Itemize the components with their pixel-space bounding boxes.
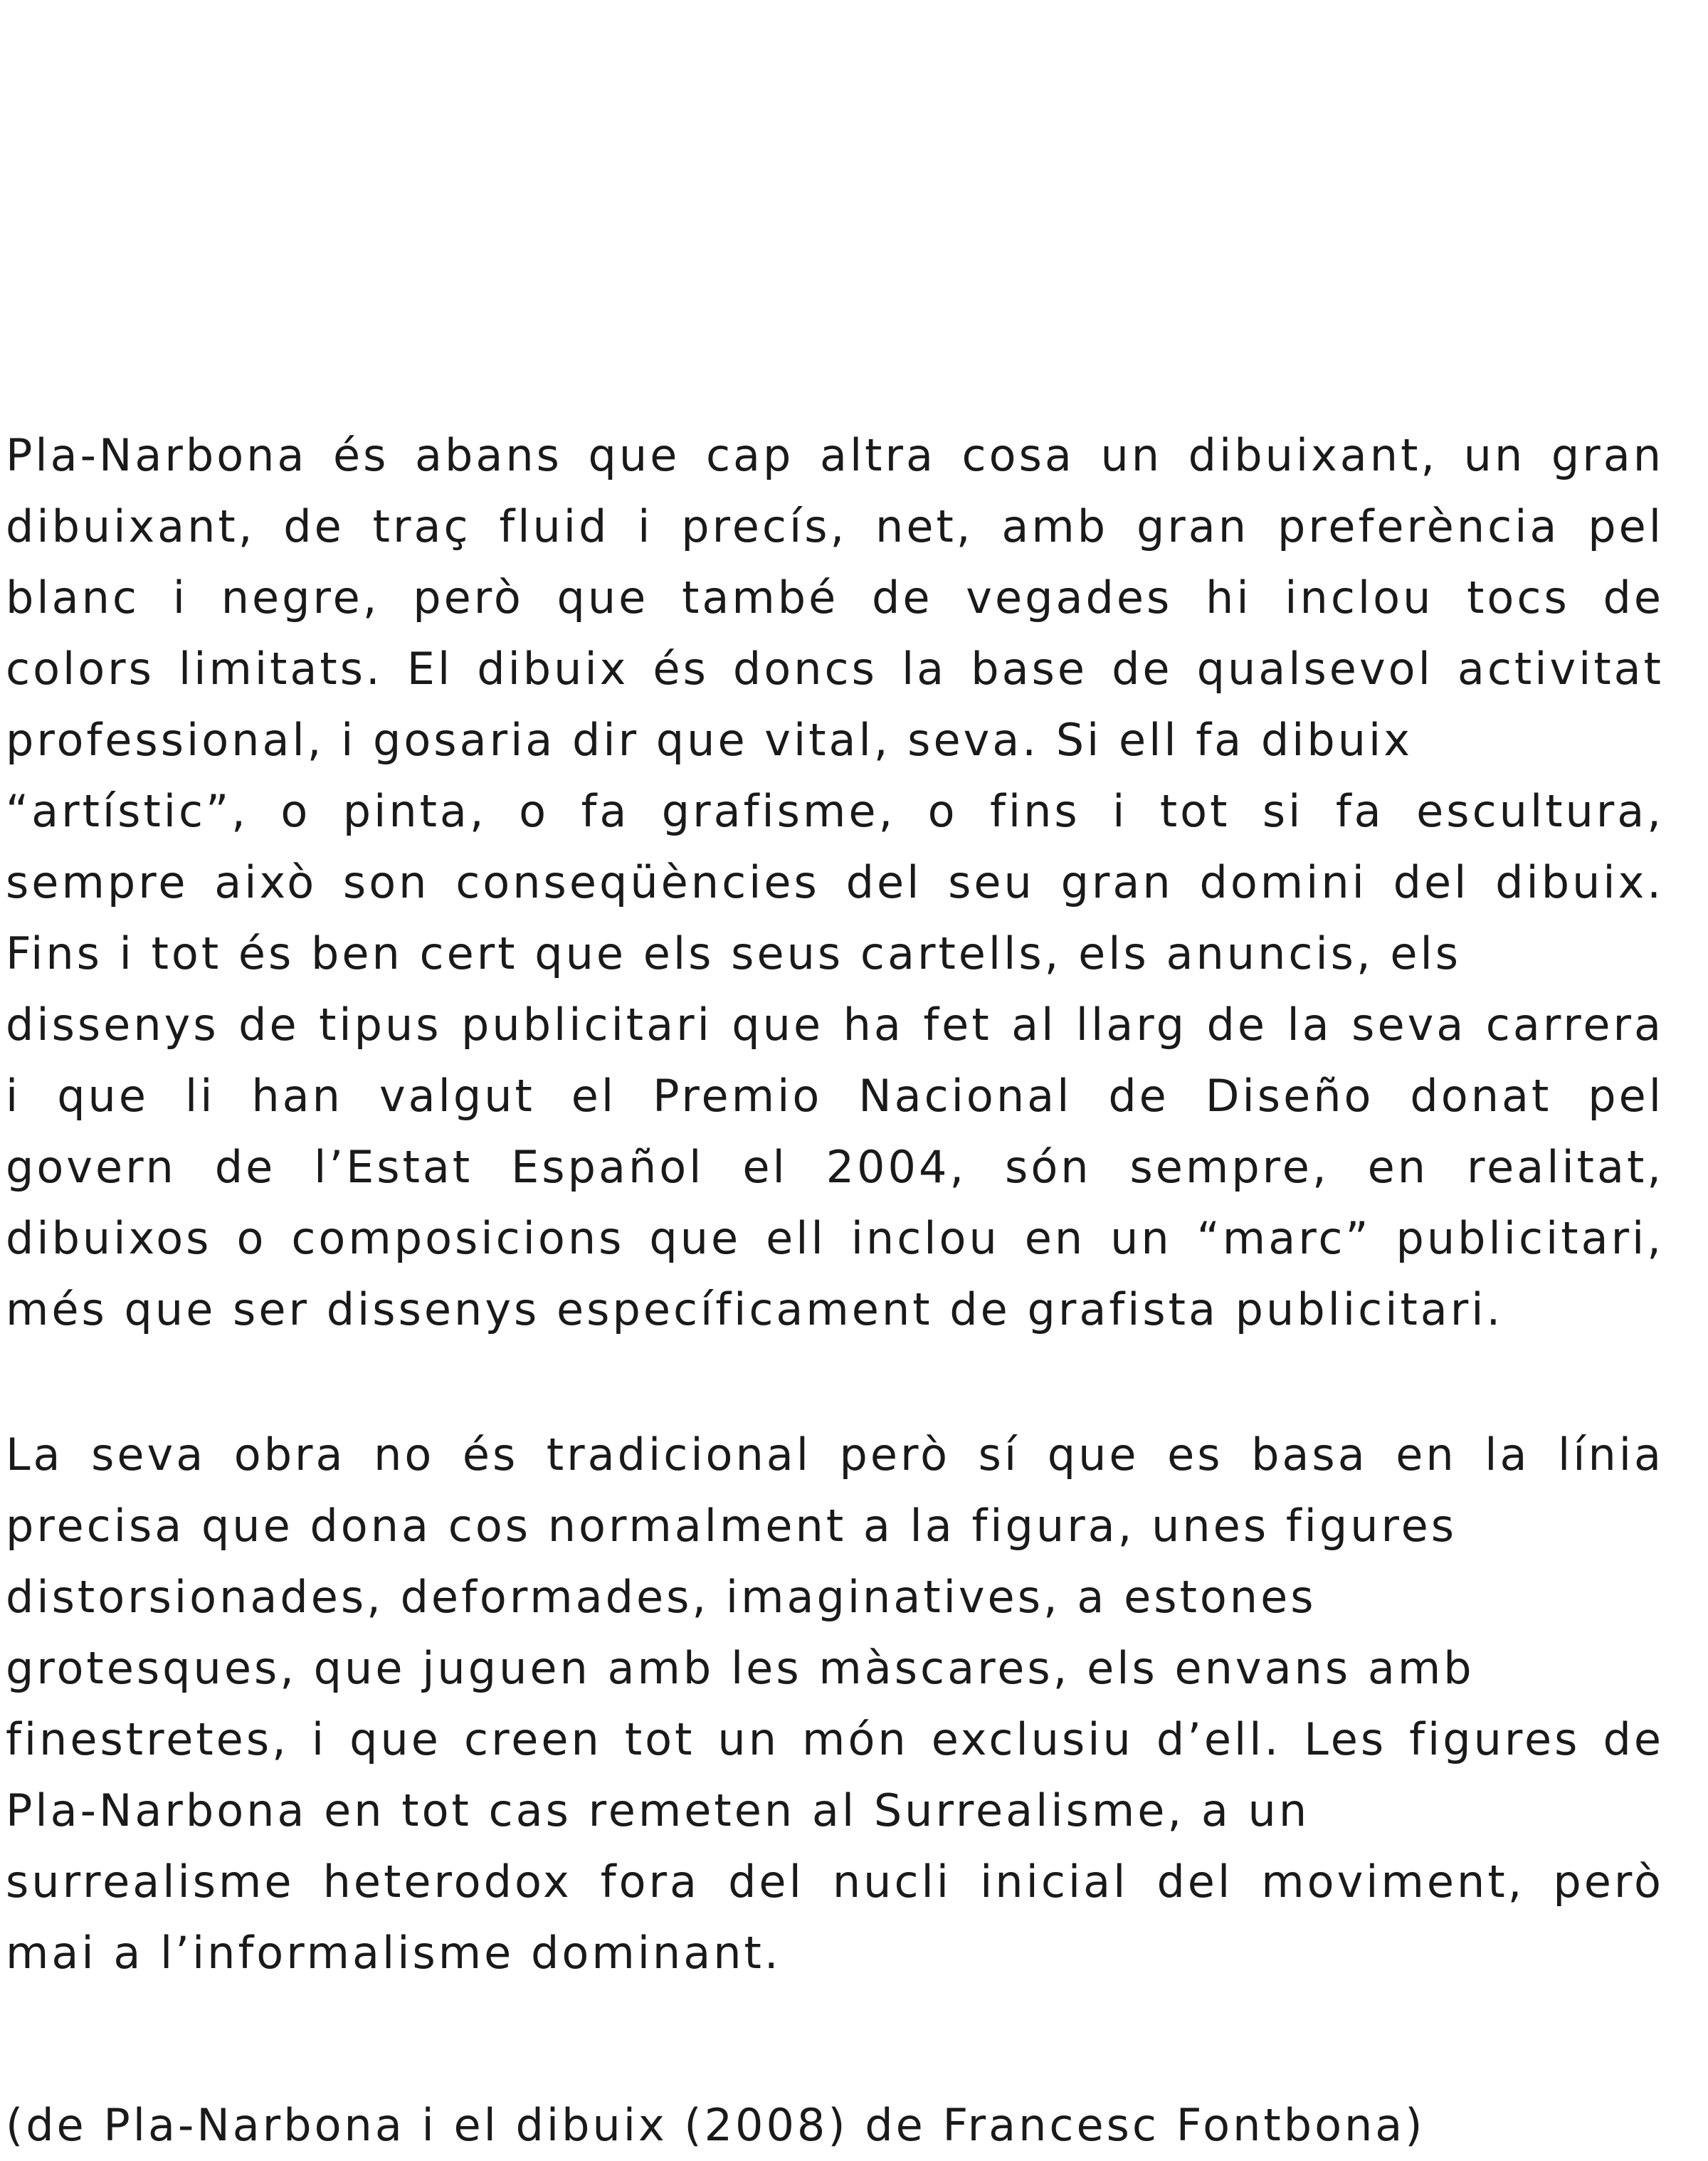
text-line: blanc i negre, però que també de vegades hi inclou tocs de	[6, 572, 1664, 624]
text-line: finestretes, i que creen tot un món exclusiu d’ell. Les figures de	[6, 1713, 1664, 1765]
text-line: “artístic”, o pinta, o fa grafisme, o fins i tot si fa escultura,	[6, 785, 1664, 837]
text-line: govern de l’Estat Español el 2004, són sempre, en realitat,	[6, 1141, 1664, 1193]
text-line: Fins i tot és ben cert que els seus cartells, els anuncis, els	[6, 927, 1462, 979]
text-line: dibuixos o composicions que ell inclou en un “marc” publicitari,	[6, 1212, 1664, 1264]
text-line: dissenys de tipus publicitari que ha fet al llarg de la seva carrera	[6, 999, 1664, 1051]
text-line: i que li han valgut el Premio Nacional de Diseño donat pel	[6, 1070, 1664, 1122]
text-line: mai a l’informalisme dominant.	[6, 1927, 781, 1979]
text-line: distorsionades, deformades, imaginatives, a estones	[6, 1571, 1317, 1623]
text-line: professional, i gosaria dir que vital, seva. Si ell fa dibuix	[6, 714, 1413, 766]
text-line: precisa que dona cos normalment a la figura, unes figures	[6, 1500, 1457, 1552]
paragraph-2	[6, 1419, 1664, 1989]
paragraph-1	[6, 420, 1664, 1345]
text-line: grotesques, que juguen amb les màscares, els envans amb	[6, 1642, 1475, 1694]
text-line: Pla-Narbona en tot cas remeten al Surrealisme, a un	[6, 1784, 1310, 1836]
text-line: La seva obra no és tradicional però sí que es basa en la línia	[6, 1429, 1664, 1481]
citation	[6, 2090, 1664, 2161]
text-line: Pla-Narbona és abans que cap altra cosa un dibuixant, un gran	[6, 429, 1664, 481]
text-line: dibuixant, de traç fluid i precís, net, amb gran preferència pel	[6, 500, 1664, 552]
citation-text: (de Pla-Narbona i el dibuix (2008) de Francesc Fontbona)	[6, 2099, 1425, 2151]
text-line: surrealisme heterodox fora del nucli inicial del moviment, però	[6, 1856, 1664, 1908]
text-line: colors limitats. El dibuix és doncs la base de qualsevol activitat	[6, 643, 1664, 695]
text-line: més que ser dissenys específicament de grafista publicitari.	[6, 1283, 1504, 1335]
text-line: sempre això son conseqüències del seu gran domini del dibuix.	[6, 856, 1664, 908]
